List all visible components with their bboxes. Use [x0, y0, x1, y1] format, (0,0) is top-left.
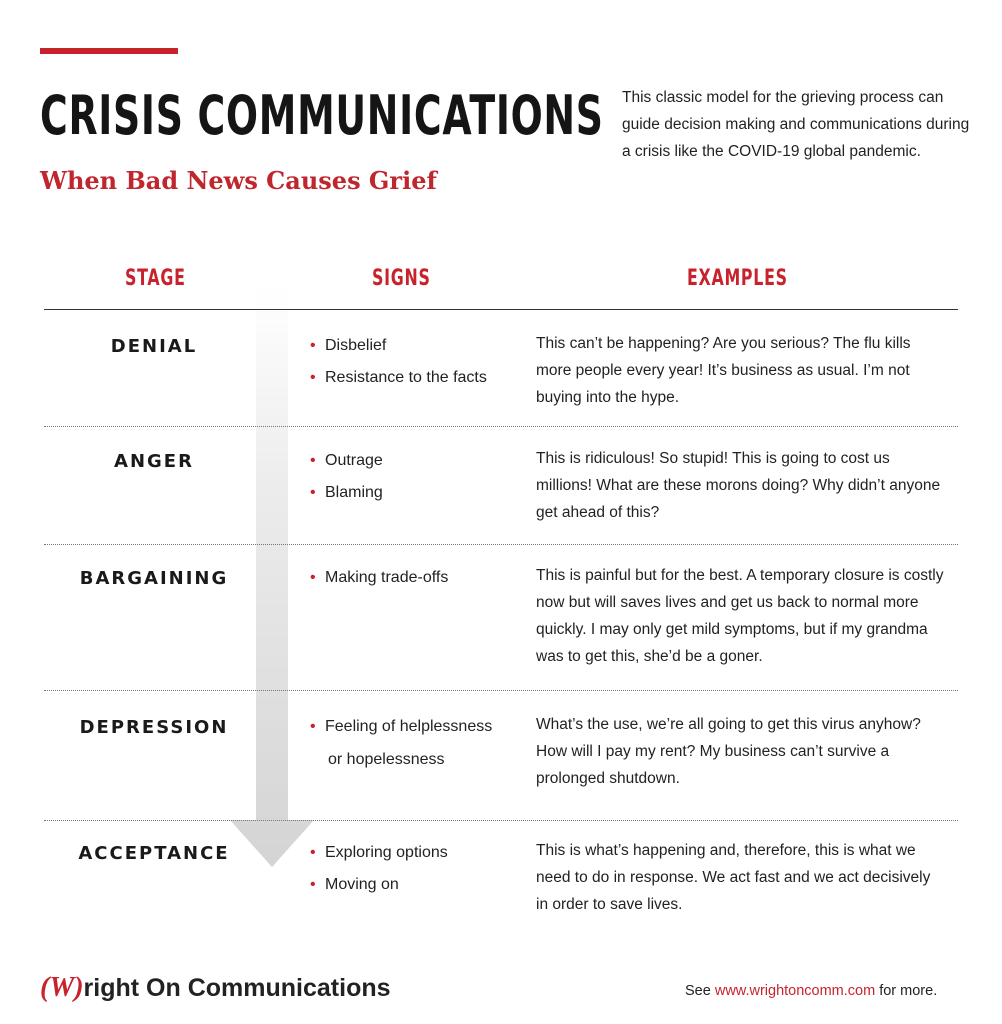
sign-item: • Making trade-offs [310, 562, 520, 594]
website-link[interactable]: www.wrightoncomm.com [714, 983, 876, 999]
column-header-examples: EXAMPLES [687, 266, 788, 291]
column-header-stage: STAGE [125, 266, 186, 291]
top-accent-rule [40, 48, 178, 54]
row-divider [44, 820, 958, 821]
sign-item: • Disbelief [310, 330, 520, 362]
signs-list [310, 445, 520, 509]
sign-item-continued: or hopelessness [328, 751, 445, 768]
bullet-icon: • [310, 452, 316, 469]
signs-list [310, 837, 520, 901]
bullet-icon: • [310, 569, 316, 586]
bullet-icon: • [310, 718, 316, 735]
logo-right-on: right On [83, 974, 181, 1002]
row-divider [44, 426, 958, 427]
stage-label: BARGAINING [79, 568, 229, 589]
example-text: This can’t be happening? Are you serious? The flu kills more people every year! It’s business as usual. I’m not buying into the hype. [536, 335, 911, 406]
signs-list [310, 711, 520, 777]
stage-label: ACCEPTANCE [78, 843, 230, 864]
logo-communications: Communications [187, 974, 391, 1002]
header-divider [44, 309, 958, 310]
sign-item: • Outrage [310, 445, 520, 477]
logo-w-mark: (W) [40, 972, 84, 1003]
footer-see-more: See www.wrightoncomm.com for more. [685, 983, 938, 999]
sign-item: • Feeling of helplessness [310, 711, 520, 743]
stage-label: DENIAL [110, 336, 198, 357]
example-text: This is what’s happening and, therefore, this is what we need to do in response. We act fast and we act decisively in order to save lives. [536, 842, 931, 913]
stage-label: ANGER [114, 451, 194, 472]
bullet-icon: • [310, 876, 316, 893]
row-divider [44, 544, 958, 545]
example-text: What’s the use, we’re all going to get this virus anyhow? How will I pay my rent? My business can’t survive a prolonged shutdown. [536, 716, 921, 787]
bullet-icon: • [310, 844, 316, 861]
sign-item: • Blaming [310, 477, 520, 509]
bullet-icon: • [310, 337, 316, 354]
stage-label: DEPRESSION [79, 717, 229, 738]
company-logo [40, 972, 391, 1004]
column-header-signs: SIGNS [372, 266, 431, 291]
sign-item: • Exploring options [310, 837, 520, 869]
row-divider [44, 690, 958, 691]
page-title: CRISIS COMMUNICATIONS [40, 84, 604, 147]
example-text: This is ridiculous! So stupid! This is going to cost us millions! What are these morons doing? Why didn’t anyone get ahead of this? [536, 450, 941, 521]
sign-item: • Resistance to the facts [310, 362, 520, 394]
signs-list [310, 330, 520, 394]
bullet-icon: • [310, 484, 316, 501]
intro-text: This classic model for the grieving process can guide decision making and communications during a crisis like the COVID-19 global pandemic. [622, 89, 970, 160]
page-subtitle: When Bad News Causes Grief [40, 166, 437, 195]
example-text: This is painful but for the best. A temporary closure is costly now but will saves lives and get us back to normal more quickly. I may only get mild symptoms, but if my grandma was to get this, she’d be a goner. [536, 567, 944, 665]
sign-item: • Moving on [310, 869, 520, 901]
bullet-icon: • [310, 369, 316, 386]
signs-list [310, 562, 520, 594]
